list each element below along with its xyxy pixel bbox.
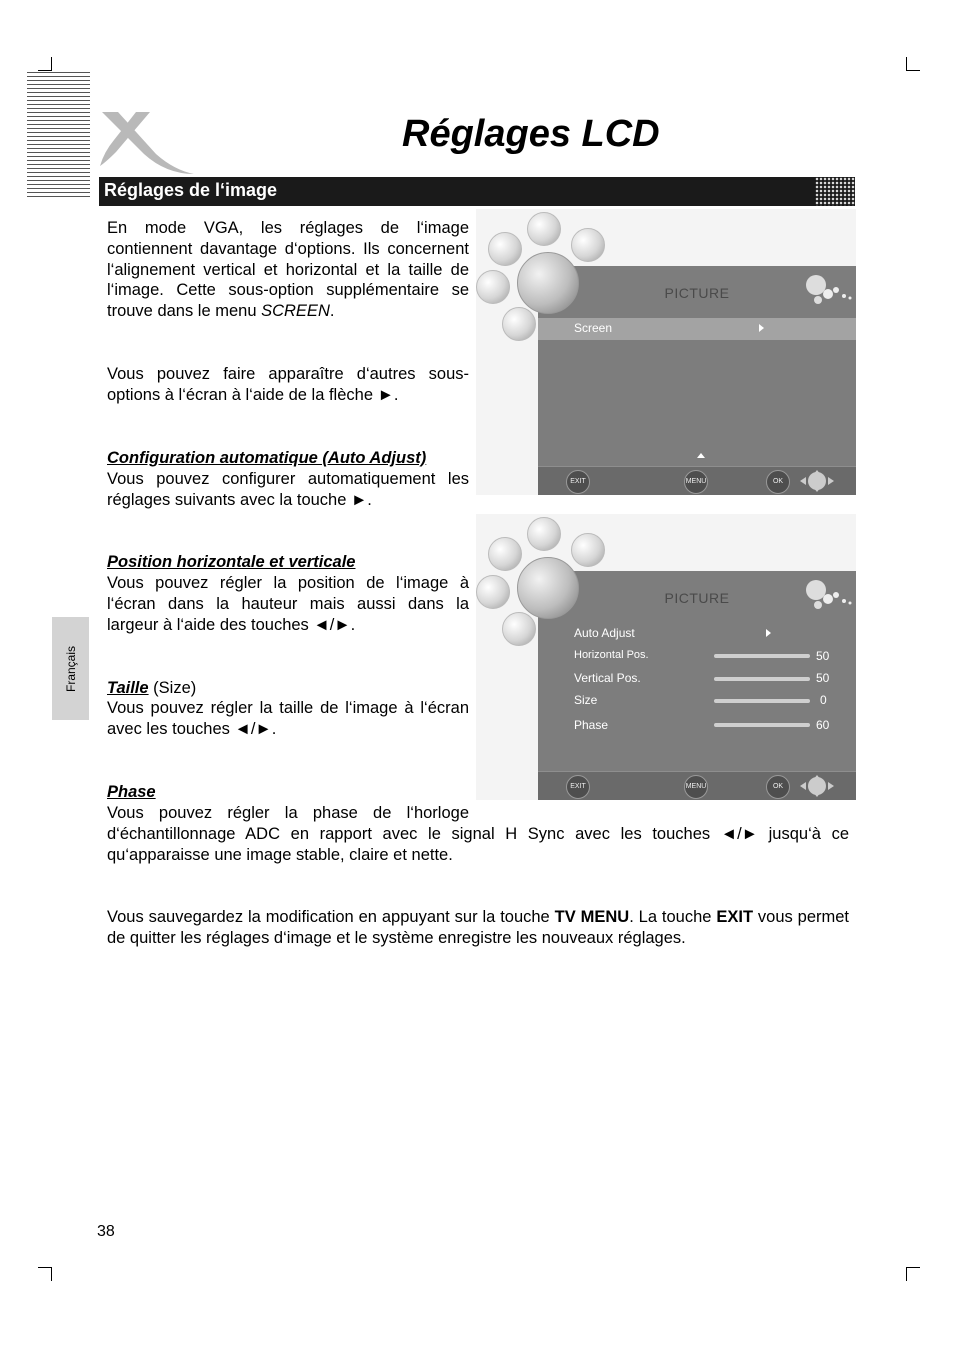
save-text-a: Vous sauvegardez la modification en appuyant sur la touche [107,908,555,926]
screen2-panel [538,571,856,800]
size-heading-text: Taille [107,679,149,697]
exit-button[interactable]: EXIT [566,775,590,799]
language-side-tab [52,617,89,720]
screen2-title: PICTURE [664,590,730,606]
screen2-button-bar [538,771,856,800]
tools-icon [476,270,510,304]
menu-button[interactable]: MENU [684,775,708,799]
picture-camera-icon [517,557,579,619]
menu-item-vertical-pos[interactable]: Vertical Pos. [574,671,641,685]
crop-mark-top-right-h [906,70,920,71]
menu-item-auto-adjust[interactable]: Auto Adjust [574,626,635,640]
vertical-pos-value: 50 [816,671,830,685]
size-body: Vous pouvez régler la taille de l‘image à l‘écran avec les touches ◄/►. [107,699,469,738]
crop-mark-bottom-right [906,1267,920,1268]
auto-adjust-body: Vous pouvez configurer automatiquement les réglages suivants avec la touche ►. [107,470,469,509]
size-heading [107,678,469,699]
header-stripes [27,72,90,200]
phase-body-line1: Vous pouvez régler la phase de l‘horloge [107,804,469,822]
arrow-right-icon [766,629,771,637]
menu-item-screen[interactable]: Screen [574,321,613,335]
auto-adjust-heading-text: Configuration automatique (Auto Adjust) [107,449,427,467]
intro-text: En mode VGA, les réglages de l‘image contiennent davantage d‘options. Ils concernent l‘alignement vertical et horizontal et la taille de l‘image. Cette sous-option supplémentaire se trouve dans le menu [107,219,469,321]
menu-item-size[interactable]: Size [574,693,598,707]
phase-heading [107,782,469,803]
save-text-b: . La touche [629,908,717,926]
lock-icon [527,517,561,551]
section-title: Réglages de l‘image [104,180,278,200]
phase-slider[interactable] [714,723,810,727]
dpad-icon[interactable] [796,774,838,798]
brand-x-logo [96,108,196,176]
ok-button[interactable]: OK [766,775,790,799]
size-heading-suffix: (Size) [148,679,197,697]
tv-menu-key: TV MENU [554,908,630,926]
position-heading-text: Position horizontale et verticale [107,553,356,571]
save-paragraph [107,907,849,949]
arrow-right-icon [759,324,764,332]
exit-button[interactable]: EXIT [566,470,590,494]
photo-icon [571,533,605,567]
bubbles-icon [804,577,854,611]
clock-icon [488,232,522,266]
exit-key: EXIT [716,908,754,926]
menu-button[interactable]: MENU [684,470,708,494]
picture-camera-icon [517,252,579,314]
bubbles-icon [804,272,854,306]
screen1-panel [538,266,856,495]
ok-button[interactable]: OK [766,470,790,494]
horizontal-pos-value: 50 [816,649,830,663]
position-body: Vous pouvez régler la position de l‘image à l‘écran dans la hauteur mais aussi dans la largeur à l‘aide des touches ◄/►. [107,574,469,634]
arrow-up-icon [697,453,705,458]
save-text-c: vous permet de quitter les réglages d‘image et le système enregistre les nouveaux réglages. [107,908,850,947]
intro-paragraph [107,218,469,322]
crop-mark-bottom-left [38,1267,52,1268]
menu-item-horizontal-pos[interactable]: Horizontal Pos. [574,649,649,661]
crop-mark-bottom-right-v [906,1267,907,1281]
sound-icon [502,307,536,341]
horizontal-pos-slider[interactable] [714,654,810,658]
crop-mark-top-right [906,57,907,71]
crop-mark-bottom-left-v [51,1267,52,1281]
intro-paragraph-2: Vous pouvez faire apparaître d‘autres sous-options à l‘écran à l‘aide de la flèche ►. [107,365,469,404]
page-number: 38 [97,1223,115,1240]
screen1-title: PICTURE [664,285,730,301]
vertical-pos-slider[interactable] [714,677,810,681]
phase-body-rest: d‘échantillonnage ADC en rapport avec le signal H Sync avec les touches ◄/► jusqu‘à ce qu‘apparaisse une image stable, claire et nette. [107,825,849,864]
photo-icon [571,228,605,262]
menu-item-phase[interactable]: Phase [574,718,609,732]
page-title: Réglages LCD [402,113,660,155]
section-bar-dots [815,177,855,206]
auto-adjust-heading [107,448,469,469]
clock-icon [488,537,522,571]
crop-mark-top-left-v [51,57,52,71]
sound-icon [502,612,536,646]
lock-icon [527,212,561,246]
language-label: Français [63,645,78,692]
size-value: 0 [820,693,827,707]
crop-mark-top-left [38,70,52,71]
intro-end: . [329,302,335,321]
size-slider[interactable] [714,699,810,703]
phase-heading-text: Phase [107,783,156,801]
intro-screen-word: SCREEN [261,302,330,321]
tools-icon [476,575,510,609]
position-heading [107,552,469,573]
screen1-button-bar [538,466,856,495]
phase-value: 60 [816,718,830,732]
dpad-icon[interactable] [796,469,838,493]
